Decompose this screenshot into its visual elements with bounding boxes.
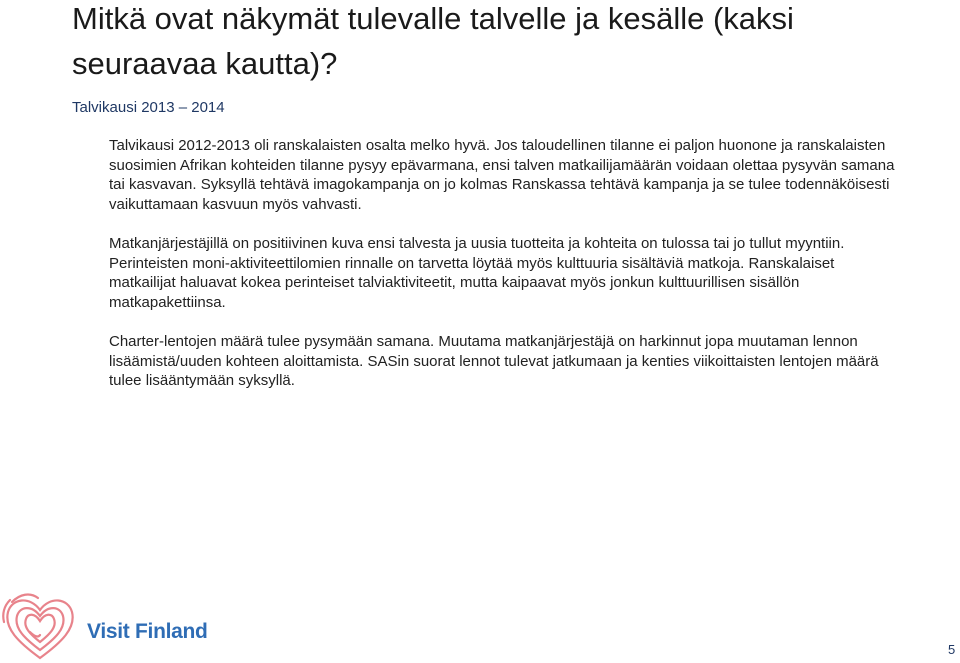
slide-subtitle: Talvikausi 2013 – 2014 [72,99,225,116]
slide-title: Mitkä ovat näkymät tulevalle talvelle ja kesälle (kaksi seuraavaa kautta)? [72,1,794,81]
page-number: 5 [948,642,956,657]
paragraph: Charter-lentojen määrä tulee pysymään samana. Muutama matkanjärjestäjä on harkinnut jopa muutaman lennon lisäämistä/uuden kohteen aloittamista. SASin suorat lennot tulevat jatkumaan ja kenties viikoittaisten lentojen määrä tulee lisääntymään syksyllä. [109,333,879,389]
logo-text: Visit Finland [87,620,208,643]
paragraph: Matkanjärjestäjillä on positiivinen kuva ensi talvesta ja uusia tuotteita ja kohteita on tulossa tai jo tullut myyntiin. Perinteisten moni-aktiviteettilomien rinnalle on tarvetta löytää myös kulttuuria sisältäviä matkoja. Ranskalaiset matkailijat haluavat kokea perinteiset talviaktiviteetit, mutta kaipaavat myös jonkun kulttuurillisen sisällön matkapakettiinsa. [109,235,845,311]
slide-body [109,136,899,411]
paragraph: Talvikausi 2012-2013 oli ranskalaisten osalta melko hyvä. Jos taloudellinen tilanne ei paljon huonone ja ranskalaisten suosimien Afrikan kohteiden tilanne pysyy epävarmana, ensi talven matkailijamäärän voidaan olettaa pysyvän samana tai kasvavan. Syksyllä tehtävä imagokampanja on jo kolmas Ranskassa tehtävä kampanja ja se tulee todennäköisesti vaikuttamaan kasvuun myös vahvasti. [109,137,895,213]
